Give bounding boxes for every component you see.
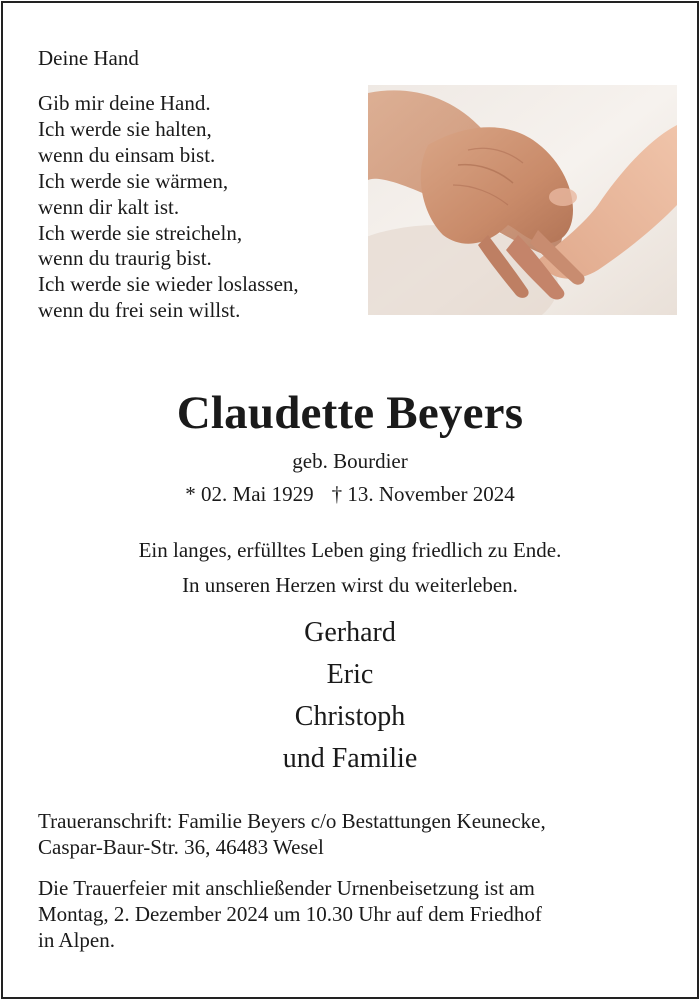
poem-line: wenn du einsam bist. <box>38 142 216 167</box>
memorial-quote-line: Ein langes, erfülltes Leben ging friedlich zu Ende. <box>138 538 562 562</box>
poem-line: wenn du frei sein willst. <box>38 298 241 323</box>
mourner-name: Gerhard <box>304 617 396 648</box>
maiden-name: geb. Bourdier <box>292 449 408 473</box>
poem-line: wenn du traurig bist. <box>38 246 212 271</box>
mourner-name: Christoph <box>294 701 406 732</box>
deceased-name: Claudette Beyers <box>176 387 524 439</box>
birth-date: * 02. Mai 1929 <box>185 482 314 506</box>
death-date: † 13. November 2024 <box>331 482 515 506</box>
poem-line: Gib mir deine Hand. <box>38 91 211 115</box>
poem-line: wenn dir kalt ist. <box>38 194 180 219</box>
poem-line: Ich werde sie wärmen, <box>38 168 229 193</box>
mourner-name: Eric <box>326 659 374 690</box>
address-line: Traueranschrift: Familie Beyers c/o Bestattungen Keunecke, <box>38 809 546 833</box>
funeral-notice-line: Montag, 2. Dezember 2024 um 10.30 Uhr auf dem Friedhof <box>38 902 542 926</box>
poem-line: Ich werde sie halten, <box>38 116 212 141</box>
life-dates <box>0 482 700 507</box>
poem-line: Ich werde sie wieder loslassen, <box>38 272 299 297</box>
memorial-quote-line: In unseren Herzen wirst du weiterleben. <box>182 573 518 597</box>
funeral-notice <box>38 875 668 953</box>
address-line: Caspar-Baur-Str. 36, 46483 Wesel <box>38 835 324 859</box>
holding-hands-photo <box>368 85 677 315</box>
funeral-notice-line: in Alpen. <box>38 928 115 952</box>
funeral-notice-line: Die Trauerfeier mit anschließender Urnenbeisetzung ist am <box>38 876 535 900</box>
poem-title: Deine Hand <box>38 46 139 70</box>
poem-line: Ich werde sie streicheln, <box>38 220 243 245</box>
mourning-address <box>38 808 668 860</box>
poem <box>38 91 299 324</box>
mourner-name: und Familie <box>282 743 418 774</box>
